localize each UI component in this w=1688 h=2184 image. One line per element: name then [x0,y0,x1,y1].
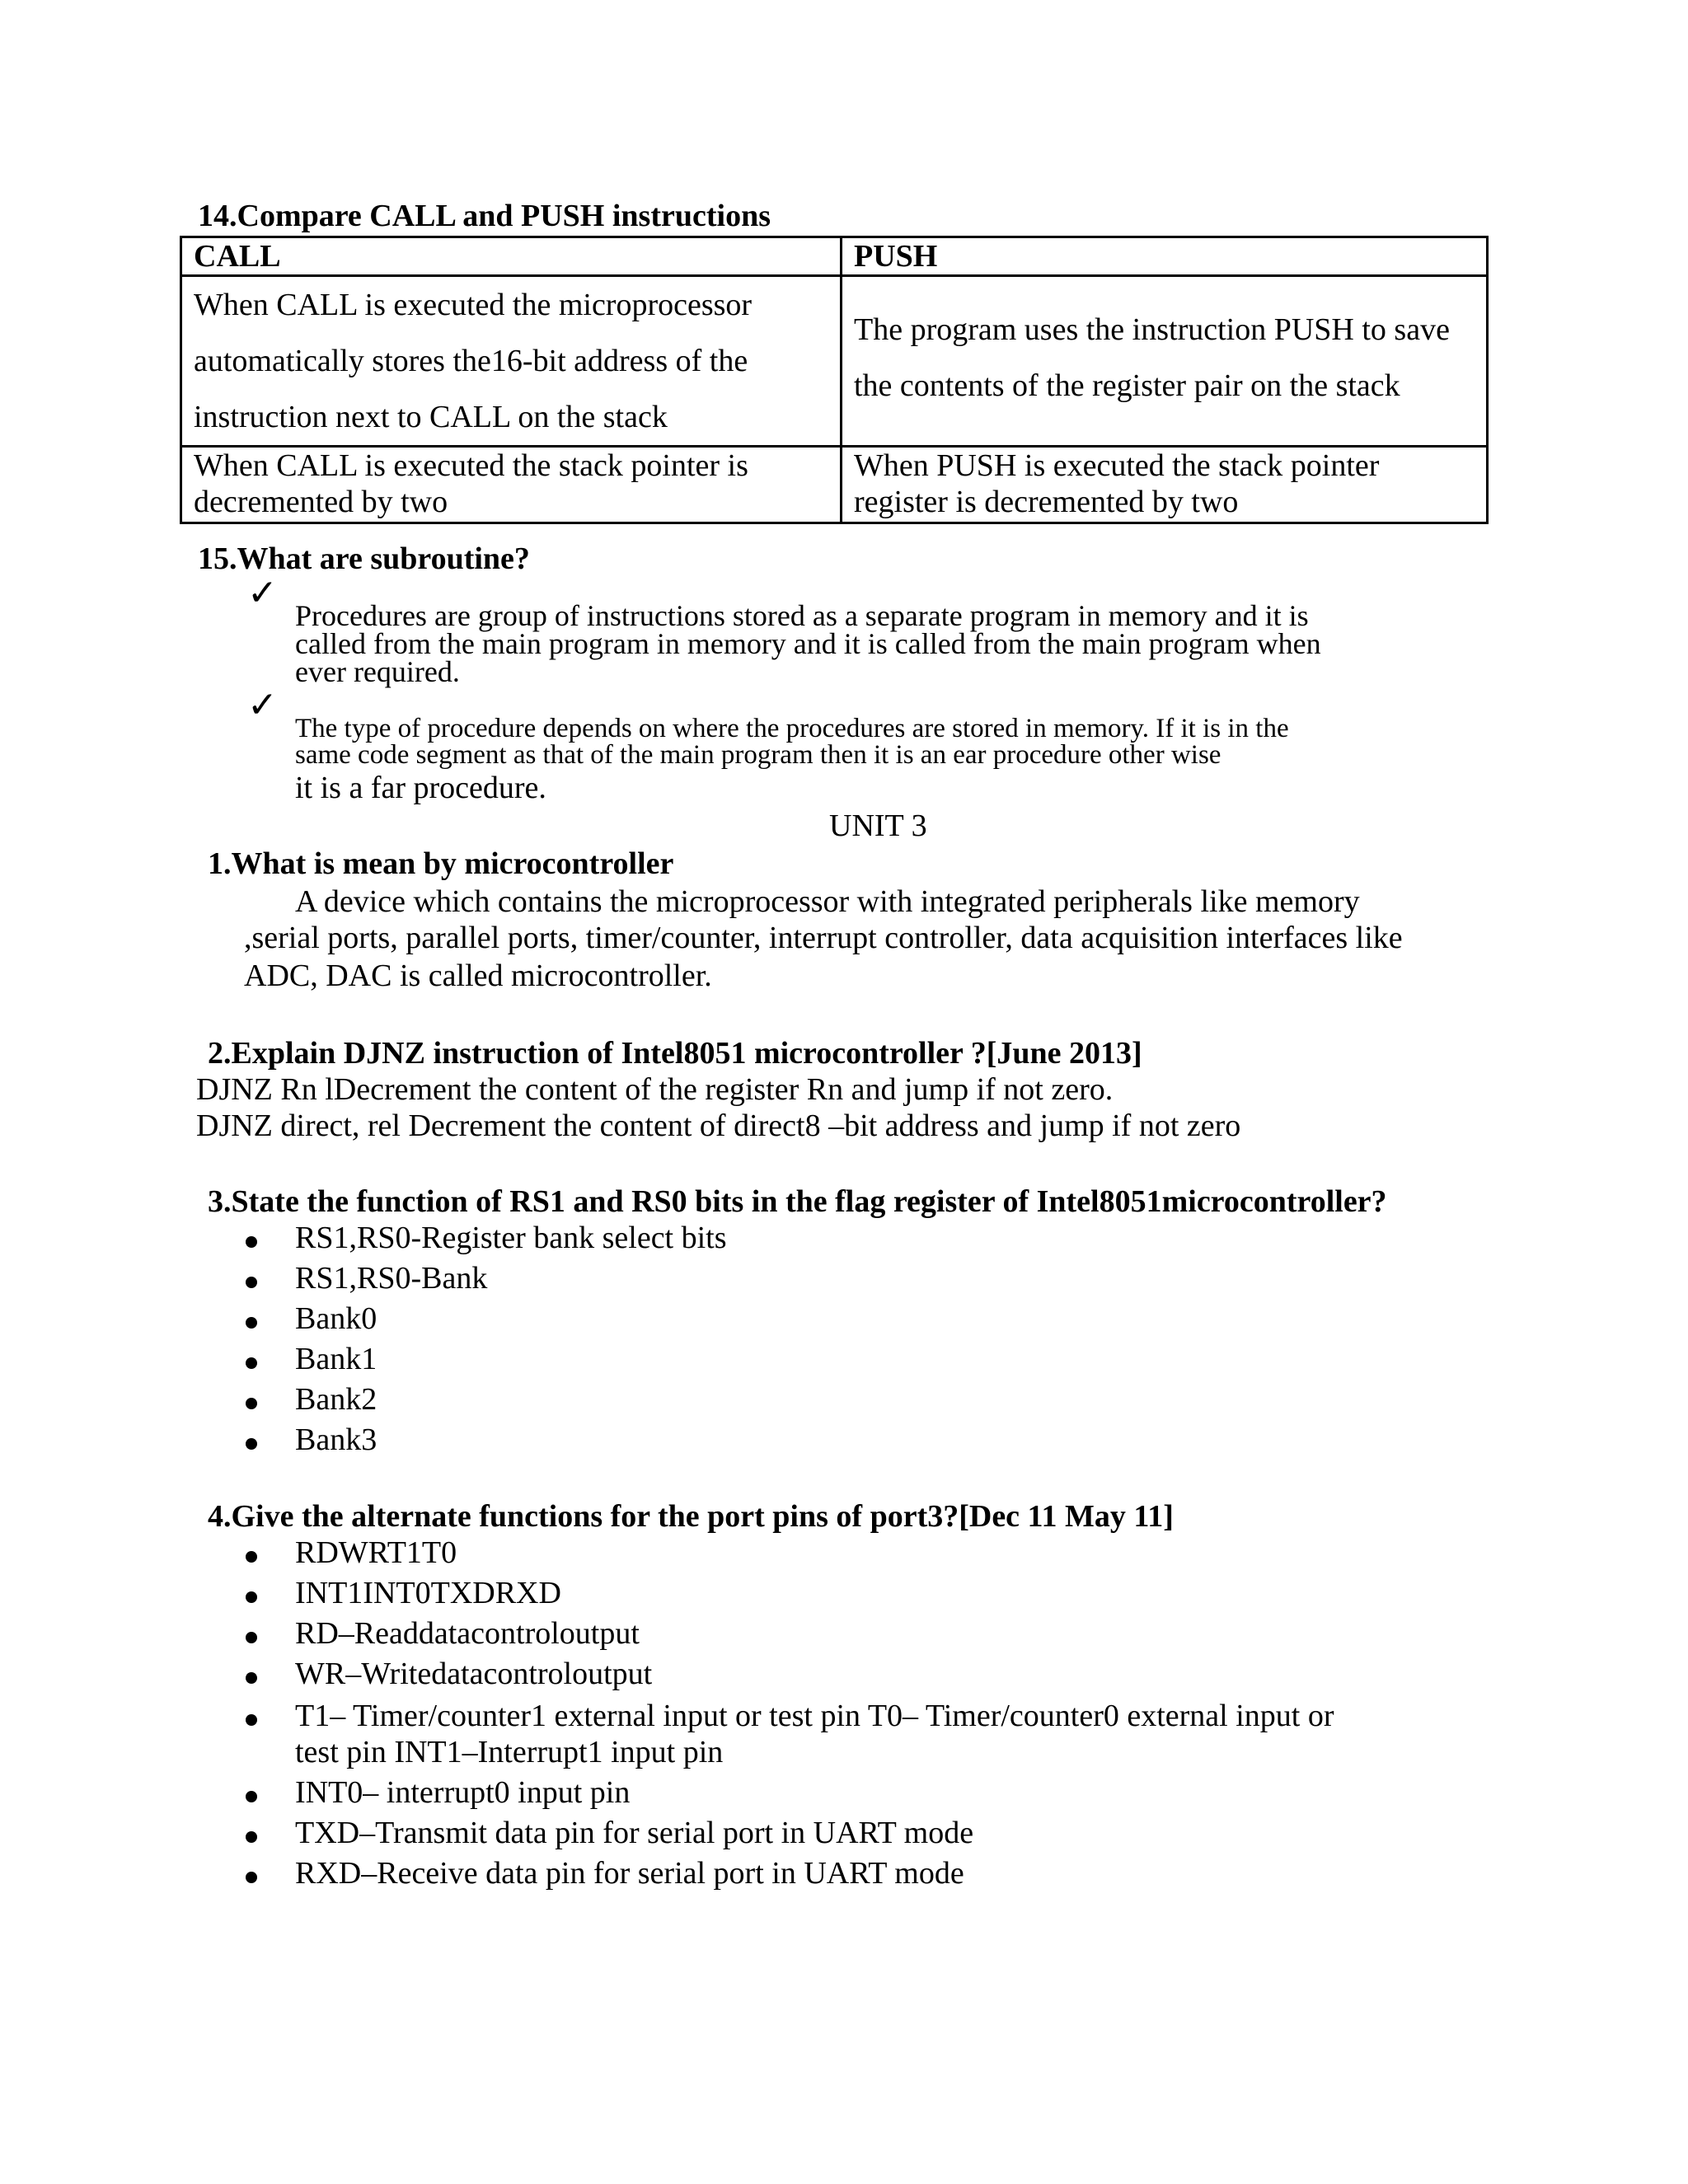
cell-line: the contents of the register pair on the stack [854,368,1400,403]
text-line: same code segment as that of the main program then it is an ear procedure other wise [295,740,1221,770]
cell-line: When CALL is executed the microprocessor [194,288,753,322]
table-header-row [181,237,1488,276]
cell-line: instruction next to CALL on the stack [194,400,668,434]
text-line: ever required. [295,655,460,688]
list-item: Bank1 [295,1342,377,1376]
cell-line: When CALL is executed the stack pointer is [194,448,748,483]
cell-push-1 [842,276,1488,447]
header-call: CALL [181,237,842,276]
bullet-icon [246,1872,257,1883]
list-item: INT1INT0TXDRXD [295,1576,561,1610]
text-line: The type of procedure depends on where the procedures are stored in memory. If it is in the [295,714,1289,743]
list-item: INT0– interrupt0 input pin [295,1775,631,1810]
cell-line: register is decremented by two [854,485,1239,519]
u1-line-2: ,serial ports, parallel ports, timer/counter, interrupt controller, data acquisition interfaces like [244,921,1403,955]
q14-title: 14.Compare CALL and PUSH instructions [198,199,771,233]
q15-paragraph-2 [295,715,1289,768]
table-row [181,276,1488,447]
bullet-icon [246,1791,257,1802]
bullet-icon [246,1236,257,1248]
text-line: called from the main program in memory and it is called from the main program when [295,627,1321,660]
table-row [181,447,1488,523]
cell-push-2 [842,447,1488,523]
u3-title: 3.State the function of RS1 and RS0 bits in the flag register of Intel8051microcontroller? [208,1184,1387,1219]
checkmark-icon: ✓ [247,684,278,726]
bullet-icon [246,1672,257,1684]
bullet-icon [246,1714,257,1726]
list-item: WR–Writedatacontroloutput [295,1657,653,1691]
list-item-continuation: test pin INT1–Interrupt1 input pin [295,1735,724,1769]
cell-line: decremented by two [194,485,448,519]
u2-title: 2.Explain DJNZ instruction of Intel8051 microcontroller ?[June 2013] [208,1036,1142,1071]
list-item: T1– Timer/counter1 external input or test pin T0– Timer/counter0 external input or [295,1699,1334,1733]
cell-line: When PUSH is executed the stack pointer [854,448,1380,483]
list-item: RS1,RS0-Register bank select bits [295,1221,727,1255]
list-item: Bank2 [295,1382,377,1417]
bullet-icon [246,1277,257,1288]
bullet-icon [246,1357,257,1369]
bullet-icon [246,1551,257,1563]
bullet-icon [246,1831,257,1843]
unit-heading: UNIT 3 [829,808,927,843]
bullet-icon [246,1438,257,1450]
cell-line: The program uses the instruction PUSH to save [854,312,1450,347]
q15-title: 15.What are subroutine? [198,541,530,576]
u2-line-2: DJNZ direct, rel Decrement the content of direct8 –bit address and jump if not zero [196,1108,1241,1143]
list-item: TXD–Transmit data pin for serial port in UART mode [295,1816,974,1850]
bullet-icon [246,1591,257,1603]
text-line: Procedures are group of instructions stored as a separate program in memory and it is [295,599,1309,632]
list-item: Bank0 [295,1301,377,1336]
list-item: RS1,RS0-Bank [295,1261,488,1296]
list-item: RD–Readdatacontroloutput [295,1616,640,1651]
u4-title: 4.Give the alternate functions for the port pins of port3?[Dec 11 May 11] [208,1499,1174,1534]
list-item: Bank3 [295,1422,377,1457]
cell-call-1 [181,276,842,447]
bullet-icon [246,1632,257,1643]
u2-line-1: DJNZ Rn lDecrement the content of the register Rn and jump if not zero. [196,1072,1114,1107]
cell-line: automatically stores the16-bit address of the [194,344,748,378]
comparison-table [180,236,1489,524]
q15-paragraph-1 [295,599,1321,688]
cell-call-2 [181,447,842,523]
bullet-icon [246,1317,257,1329]
header-push: PUSH [842,237,1488,276]
u1-line-3: ADC, DAC is called microcontroller. [244,958,712,993]
list-item: RXD–Receive data pin for serial port in UART mode [295,1856,964,1891]
list-item: RDWRT1T0 [295,1535,457,1570]
q15-paragraph-2-end: it is a far procedure. [295,771,546,805]
u1-line-1: A device which contains the microprocessor with integrated peripherals like memory [295,884,1360,919]
bullet-icon [246,1398,257,1409]
checkmark-icon: ✓ [247,572,278,614]
u1-title: 1.What is mean by microcontroller [208,846,674,881]
